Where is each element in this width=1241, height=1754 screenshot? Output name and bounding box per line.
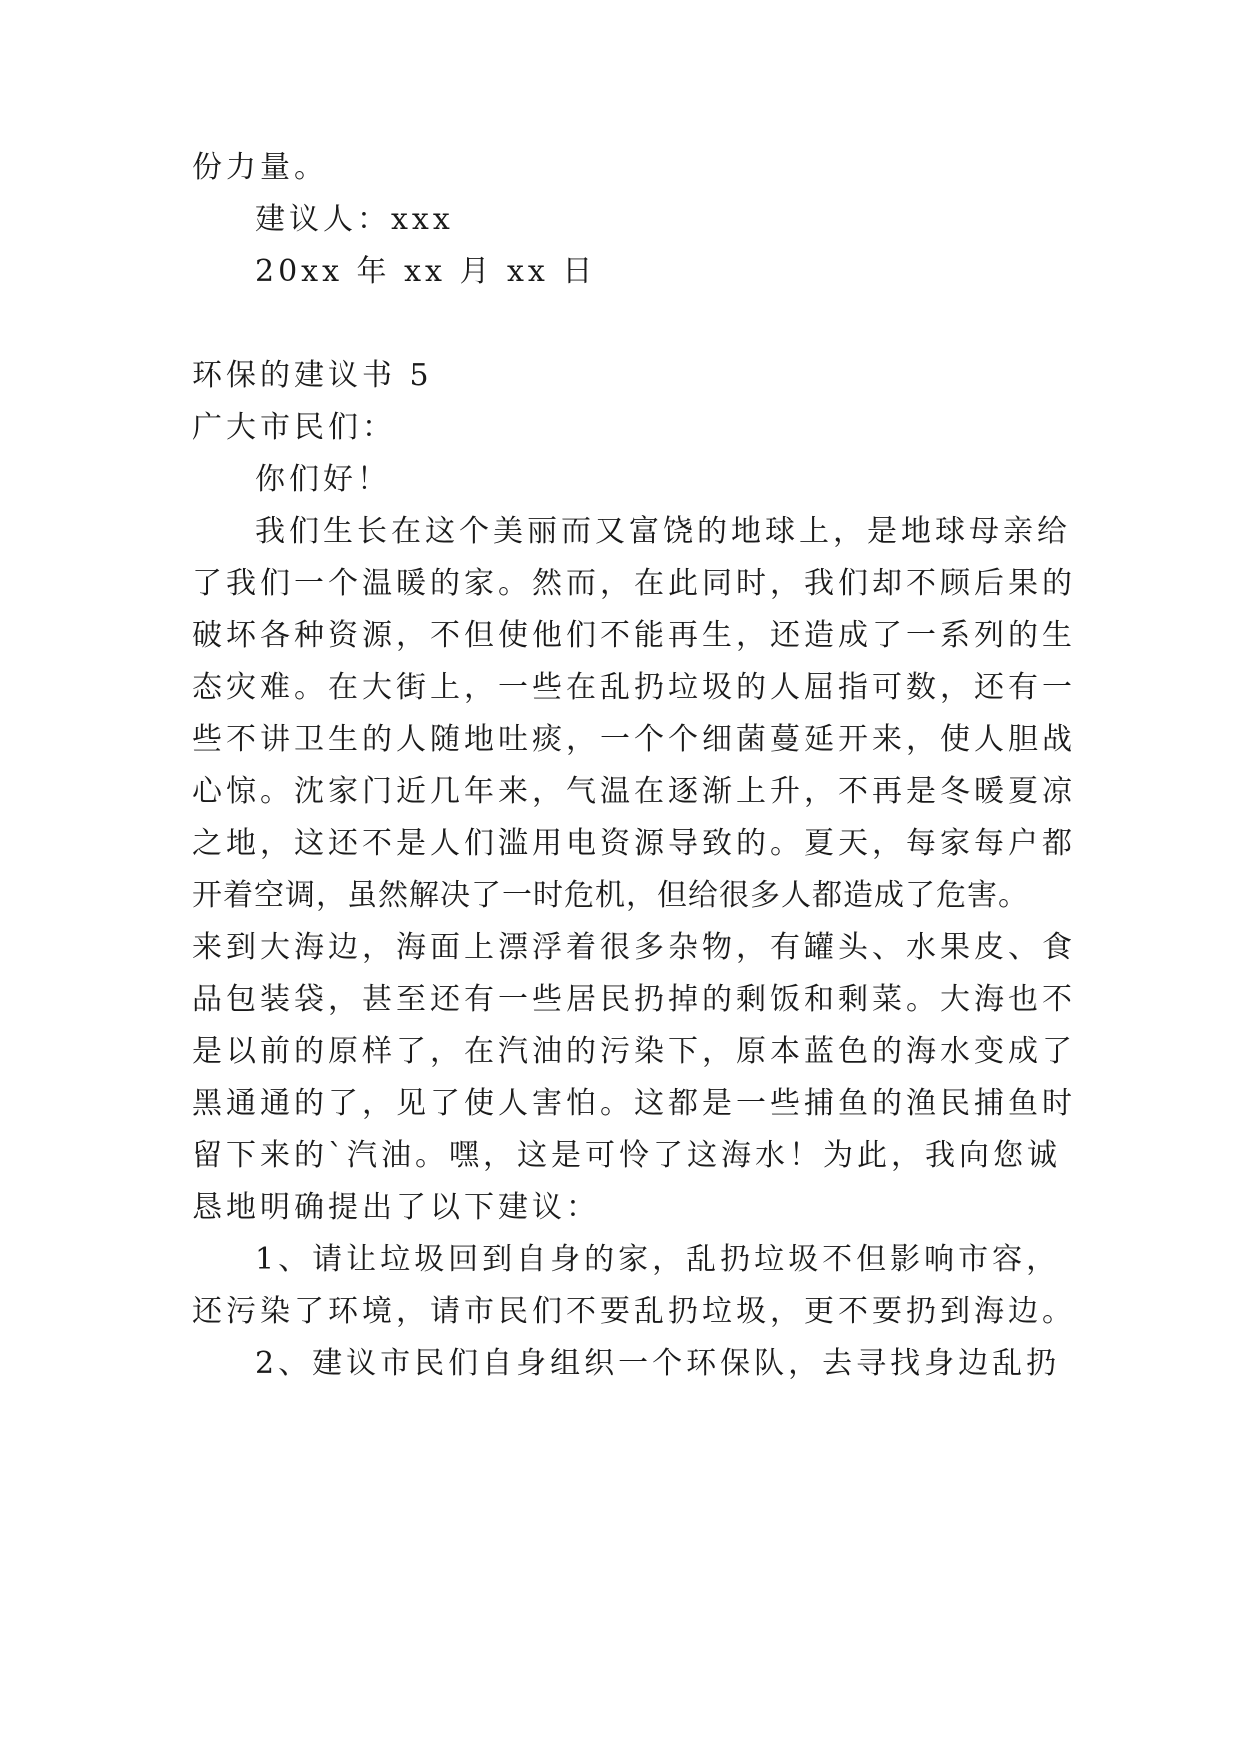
suggestion-1-line: 1、请让垃圾回到自身的家，乱扔垃圾不但影响市容， xyxy=(255,1242,1061,1277)
body-line: 心惊。沈家门近几年来，气温在逐渐上升，不再是冬暖夏凉 xyxy=(192,774,1076,809)
greeting: 你们好！ xyxy=(255,462,391,497)
body-line: 态灾难。在大街上，一些在乱扔垃圾的人屈指可数，还有一 xyxy=(192,670,1076,705)
body-line: 开着空调，虽然解决了一时危机，但给很多人都造成了危害。 xyxy=(192,878,1029,913)
body-line: 破坏各种资源，不但使他们不能再生，还造成了一系列的生 xyxy=(192,618,1076,653)
body-line: 是以前的原样了，在汽油的污染下，原本蓝色的海水变成了 xyxy=(192,1034,1076,1069)
body-line: 之地，这还不是人们滥用电资源导致的。夏天，每家每户都 xyxy=(192,826,1076,861)
signature-date: 20xx 年 xx 月 xx 日 xyxy=(255,254,597,289)
signature-proposer: 建议人：xxx xyxy=(255,202,454,237)
body-line: 品包装袋，甚至还有一些居民扔掉的剩饭和剩菜。大海也不 xyxy=(192,982,1076,1017)
body-line: 了我们一个温暖的家。然而，在此同时，我们却不顾后果的 xyxy=(192,566,1076,601)
section-title: 环保的建议书 5 xyxy=(192,358,433,393)
body-line: 我们生长在这个美丽而又富饶的地球上，是地球母亲给 xyxy=(255,514,1071,549)
salutation: 广大市民们： xyxy=(192,410,396,445)
suggestion-2-line: 2、建议市民们自身组织一个环保队，去寻找身边乱扔 xyxy=(255,1346,1061,1381)
suggestion-1-line: 还污染了环境，请市民们不要乱扔垃圾，更不要扔到海边。 xyxy=(192,1294,1076,1329)
body-line: 来到大海边，海面上漂浮着很多杂物，有罐头、水果皮、食 xyxy=(192,930,1076,965)
body-line: 留下来的`汽油。嘿，这是可怜了这海水！为此，我向您诚 xyxy=(192,1138,1061,1173)
body-line: 些不讲卫生的人随地吐痰，一个个细菌蔓延开来，使人胆战 xyxy=(192,722,1076,757)
previous-paragraph-tail: 份力量。 xyxy=(192,150,328,185)
body-line: 恳地明确提出了以下建议： xyxy=(192,1190,600,1225)
body-line: 黑通通的了，见了使人害怕。这都是一些捕鱼的渔民捕鱼时 xyxy=(192,1086,1076,1121)
